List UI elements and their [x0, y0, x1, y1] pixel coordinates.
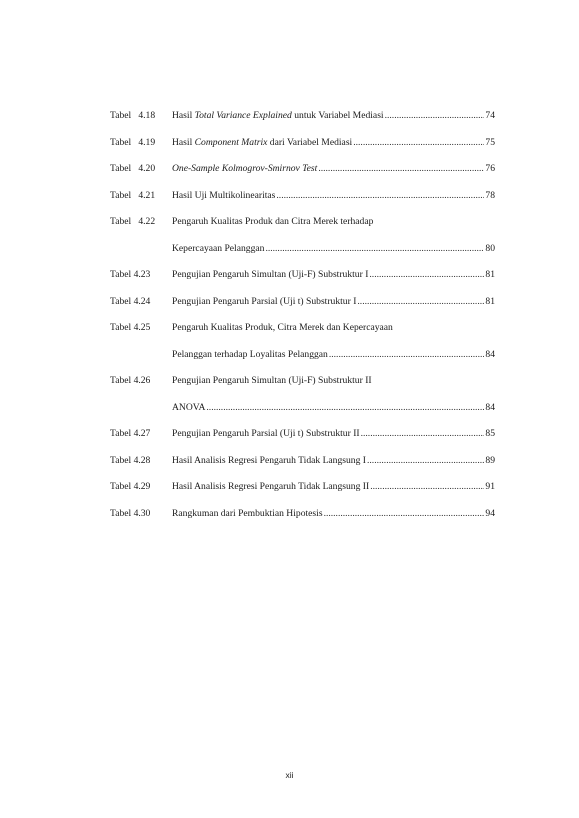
table-title: [172, 135, 352, 151]
page-ref[interactable]: 76: [485, 163, 495, 174]
dot-leader: [324, 506, 485, 522]
table-list: [110, 108, 495, 532]
table-title-text: Rangkuman dari Pembuktian Hipotesis: [172, 507, 323, 519]
toc-entry: [110, 188, 495, 215]
table-title: [172, 347, 328, 363]
table-title: [172, 400, 205, 416]
table-title: [172, 294, 356, 310]
toc-entry: [110, 506, 495, 533]
table-label: Tabel 4.19: [110, 136, 156, 148]
page-ref[interactable]: 81: [485, 295, 495, 307]
table-title-text: Hasil: [172, 136, 195, 148]
dot-leader: [206, 400, 484, 416]
table-title-italic: Total Variance Explained: [194, 110, 292, 121]
page-ref[interactable]: 78: [485, 189, 495, 201]
table-title: [172, 241, 264, 257]
page-ref[interactable]: 94: [485, 507, 495, 519]
table-title-italic: One-Sample Kolmogrov-Smirnov Test: [172, 163, 318, 174]
table-title-italic: Component Matrix: [194, 136, 268, 148]
toc-entry: [110, 294, 495, 321]
page-ref[interactable]: 84: [485, 401, 495, 413]
toc-entry: [110, 426, 495, 453]
toc-entry: [110, 267, 495, 294]
table-title: [172, 161, 317, 177]
toc-entry: [110, 347, 495, 374]
dot-leader: [353, 135, 484, 151]
table-title: [172, 320, 393, 336]
dot-leader: [370, 479, 484, 495]
table-title: [172, 479, 369, 495]
dot-leader: [329, 347, 485, 363]
toc-entry: [110, 135, 495, 162]
table-label: Tabel 4.18: [110, 110, 156, 121]
dot-leader: [265, 241, 484, 257]
table-title-text: Pelanggan terhadap Loyalitas Pelanggan: [172, 348, 328, 360]
table-title: [172, 506, 323, 522]
table-title-text: untuk Variabel Mediasi: [291, 110, 384, 121]
table-label: Tabel 4.28: [110, 454, 151, 466]
toc-entry: [110, 400, 495, 427]
table-title: [172, 108, 384, 124]
table-title-text: Pengujian Pengaruh Simultan (Uji-F) Substruktur I: [172, 269, 369, 280]
page-ref[interactable]: 81: [485, 269, 495, 280]
table-label: Tabel 4.27: [110, 428, 151, 439]
page-ref[interactable]: 85: [485, 428, 495, 439]
page-ref[interactable]: 84: [485, 348, 495, 360]
toc-entry: [110, 479, 495, 506]
table-title: [172, 188, 275, 204]
table-title-text: Pengaruh Kualitas Produk dan Citra Merek terhadap: [172, 216, 374, 227]
table-title-text: Hasil Analisis Regresi Pengaruh Tidak Langsung I: [172, 454, 366, 466]
page-ref[interactable]: 74: [485, 110, 495, 121]
page-ref[interactable]: 91: [485, 481, 495, 492]
table-label: Tabel 4.21: [110, 189, 156, 201]
table-title-text: ANOVA: [172, 401, 206, 413]
table-title: [172, 267, 368, 283]
table-label: Tabel 4.29: [110, 481, 151, 492]
dot-leader: [385, 108, 485, 124]
dot-leader: [361, 426, 485, 442]
toc-entry: [110, 373, 495, 400]
dot-leader: [367, 453, 484, 469]
table-title: [172, 453, 366, 469]
table-title-text: Pengujian Pengaruh Parsial (Uji t) Substruktur II: [172, 428, 360, 439]
toc-entry: [110, 214, 495, 241]
table-label: Tabel 4.26: [110, 375, 151, 386]
table-label: Tabel 4.22: [110, 216, 156, 227]
table-label: Tabel 4.30: [110, 507, 151, 519]
dot-leader: [369, 267, 484, 283]
table-title-text: Pengujian Pengaruh Parsial (Uji t) Substruktur I: [172, 295, 357, 307]
table-label: Tabel 4.20: [110, 163, 156, 174]
table-title-text: Pengujian Pengaruh Simultan (Uji-F) Substruktur II: [172, 375, 372, 386]
table-title-text: Hasil Analisis Regresi Pengaruh Tidak Langsung II: [172, 481, 370, 492]
table-label: Tabel 4.25: [110, 322, 151, 333]
table-label: Tabel 4.23: [110, 269, 151, 280]
toc-entry: [110, 453, 495, 480]
dot-leader: [357, 294, 484, 310]
toc-entry: [110, 161, 495, 188]
toc-entry: [110, 320, 495, 347]
table-title: [172, 426, 360, 442]
dot-leader: [318, 161, 484, 177]
table-title-text: Hasil Uji Multikolinearitas: [172, 189, 276, 201]
toc-entry: [110, 108, 495, 135]
table-title-text: Kepercayaan Pelanggan: [172, 242, 265, 254]
page-ref[interactable]: 80: [485, 242, 495, 254]
toc-entry: [110, 241, 495, 268]
table-label: Tabel 4.24: [110, 295, 151, 307]
table-title-text: Hasil: [172, 110, 195, 121]
page-number: xii: [285, 770, 294, 780]
page-ref[interactable]: 75: [485, 136, 495, 148]
page-ref[interactable]: 89: [485, 454, 495, 466]
table-title: [172, 214, 373, 230]
table-title-text: Pengaruh Kualitas Produk, Citra Merek dan Kepercayaan: [172, 322, 393, 333]
table-title: [172, 373, 372, 389]
table-title-text: dari Variabel Mediasi: [267, 136, 353, 148]
dot-leader: [276, 188, 484, 204]
